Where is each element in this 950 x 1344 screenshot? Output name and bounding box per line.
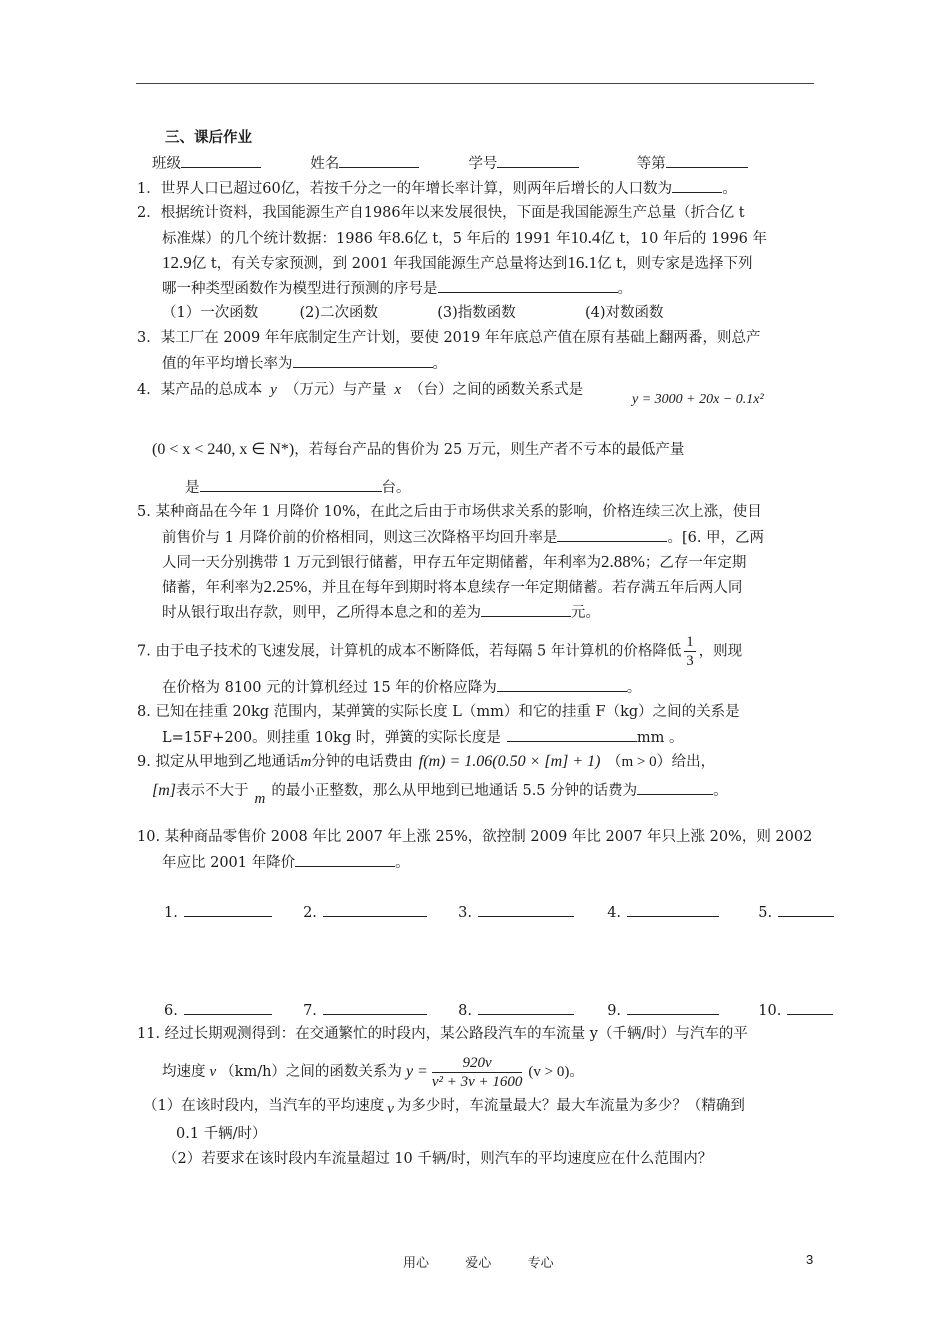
q3-line2 [162,353,447,374]
q2-text-c: 亿 t，10 年后的 1996 年 [600,231,768,247]
q11-part1-var-v: v [387,1101,394,1117]
q9-condition: （m > 0） [606,754,672,770]
q2-line2 [162,228,767,249]
q5-line1: 5. 某种商品在今年 1 月降价 10%，在此之后由于市场供求关系的影响，价格连续三次上涨，使目 [137,504,762,520]
q3-line1: 3．某工厂在 2009 年年底制定生产计划，要使 2019 年年底总产值在原有基础上翻两番，则总产 [137,330,761,346]
q6-text-d: ，并且在每年到期时将本息续存一年定期储蓄。若存满五年后两人同 [307,580,743,596]
answers-row-1 [164,902,834,923]
q2-blank[interactable] [438,278,618,293]
q11-condition: (v > 0) [528,1064,570,1080]
q3-text: 值的年平均增长率为 [162,356,293,372]
q1-text: 1．世界人口已超过60亿，若按千分之一的年增长率计算，则两年后增长的人口数为 [137,181,673,197]
q6-rate-a: 2.88% [600,552,645,571]
answer-label-4: 4. [607,905,622,921]
q2-text-d: 亿 t，有关专家预测，到 2001 年我国能源生产总量将达到 [191,256,568,272]
id-label: 学号 [468,156,498,172]
q11-fraction [432,1054,523,1091]
q10-blank[interactable] [295,852,395,867]
q9-var-m-2: m [254,791,266,807]
q9-text-b: 分钟的电话费由 [311,754,413,770]
q4-text-d: ，若每台产品的售价为 25 万元，则生产者不亏本的最低产量 [294,442,685,458]
q2-text-f: 哪一种类型函数作为模型进行预测的序号是 [162,281,438,297]
q9-bracket-m: [m] [152,782,177,799]
q7-blank[interactable] [497,677,627,692]
q9-var-m: m [300,754,312,770]
page-number: 3 [806,1252,814,1267]
answer-blank-10[interactable] [787,1000,833,1015]
q9-text-c: 给出， [671,754,716,770]
q7-text-b: ，则现 [698,643,743,660]
q5-text-b: 。[6. 甲，乙两 [667,530,765,546]
answer-blank-4[interactable] [627,902,719,917]
q10-line2 [162,852,410,873]
q5-blank[interactable] [557,527,667,542]
q4-blank[interactable] [200,477,382,492]
q8-text-b: mm 。 [636,730,684,746]
answer-blank-6[interactable] [184,1000,272,1015]
q6-text-a: 人同一天分别携带 1 万元到银行储蓄，甲存五年定期储蓄，年利率为 [162,555,601,571]
q2-value-1996: 12.9 [162,253,192,272]
q2-option-4: (4)对数函数 [584,305,664,321]
q9-text-e: 的最小正整数，那么从甲地到已地通话 5.5 分钟的话费为 [271,783,638,799]
q4-line3 [185,477,411,498]
q7-text-a: 7. 由于电子技术的飞速发展，计算机的成本不断降低，若每隔 5 年计算机的价格降低 [137,643,682,660]
q11-var-v: v [209,1064,217,1080]
q7-end: 。 [626,680,642,696]
q11-lhs: y = [405,1063,428,1080]
q9-text-d: 表示不大于 [176,783,249,799]
q4-line2 [152,440,684,460]
q2-text-a: 标准煤）的几个统计数据：1986 年 [162,231,393,247]
q6-rate-b: 2.25% [263,577,308,596]
q2-option-3: (3)指数函数 [437,305,516,321]
q9-end: 。 [713,783,728,799]
answer-label-6: 6. [164,1003,178,1019]
class-label: 班级 [152,156,181,172]
q4-domain: (0 < x < 240, x ∈ N*) [152,441,295,458]
q7-fraction [684,633,695,670]
footer-word-2: 爱心 [465,1256,492,1271]
answer-label-8: 8. [458,1003,472,1019]
q11-fraction-den: v² + 3v + 1600 [431,1073,523,1090]
q1-blank[interactable] [672,178,722,193]
id-blank[interactable] [497,153,579,168]
q11-part1-text-a: （1）在该时段内，当汽车的平均速度 [143,1098,385,1114]
class-blank[interactable] [181,153,261,168]
q2-text-e: 亿 t，则专家是选择下列 [597,256,753,272]
footer-word-1: 用心 [403,1256,430,1271]
q11-text-a: 均速度 [162,1064,206,1080]
q11-text-b: （km/h）之间的函数关系为 [220,1064,402,1080]
q2-line1: 2．根据统计资料，我国能源生产自1986年以来发展很快，下面是我国能源生产总量（折合亿 t [137,205,745,221]
q11-fraction-num: 920v [432,1054,523,1073]
q4-text-c: （台）之间的函数关系式是 [409,382,584,398]
q10-line1: 10. 某种商品零售价 2008 年比 2007 年上涨 25%，欲控制 2009 年比 2007 年只上涨 20%，则 2002 [137,829,813,845]
q4-cost-formula: y = 3000 + 20x − 0.1x² [632,392,764,407]
answers-row-2 [164,1000,833,1021]
q7-fraction-num: 1 [686,634,694,650]
answer-label-1: 1. [164,905,178,921]
answer-blank-8[interactable] [478,1000,574,1015]
answer-blank-7[interactable] [323,1000,427,1015]
q5-text-a: 前售价与 1 月降价前的价格相同，则这三次降格平均回升率是 [162,530,558,546]
header-fields [152,153,748,174]
footer-word-3: 专心 [527,1256,554,1271]
q2-value-1986: 8.6 [392,228,414,247]
q2-option-1: （1）一次函数 [162,305,259,321]
q6-line3 [162,602,600,623]
q6-line2 [162,577,742,598]
q5-line2 [162,527,764,548]
answer-label-2: 2. [303,905,317,921]
rank-label: 等第 [636,156,666,172]
name-blank[interactable] [339,153,419,168]
q7-text-c: 在价格为 8100 元的计算机经过 15 年的价格应降为 [162,680,497,696]
q4-text-a: 4．某产品的总成本 [137,382,263,398]
q2-value-2001: 16.1 [567,253,598,272]
q2-option-2: (2)二次函数 [299,305,378,321]
answer-label-3: 3. [458,905,472,921]
q4-var-x: x [394,382,402,398]
footer-motto [403,1252,554,1271]
q4-line1 [137,380,583,400]
q11-part1-cont: 0.1 千辆/时） [176,1126,267,1142]
q11-end: 。 [569,1064,584,1080]
q9-line2 [152,780,728,807]
q2-value-1991: 10.4 [570,228,601,247]
q4-text-e: 是 [185,480,200,496]
answer-blank-1[interactable] [184,902,272,917]
q8-line2 [162,727,683,748]
q11-part2: （2）若要求在该时段内车流量超过 10 千辆/时，则汽车的平均速度应在什么范围内？ [163,1151,713,1167]
q4-text-f: 台。 [381,480,411,496]
q4-text-b: （万元）与产量 [284,382,387,398]
q7-line2 [162,677,641,698]
section-title: 三、课后作业 [165,129,252,146]
q7-line1 [137,633,742,670]
q11-part1-text-b: 为多少时，车流量最大？最大车流量为多少？（精确到 [396,1098,745,1114]
q6-text-c: 储蓄，年利率为 [162,580,264,596]
answer-label-5: 5. [758,905,773,921]
q10-end: 。 [395,855,410,871]
q9-text-a: 9. 拟定从甲地到乙地通话 [137,754,301,770]
q3-blank[interactable] [293,353,433,368]
q9-line1 [137,752,715,772]
q2-text-b: 亿 t，5 年后的 1991 年 [413,231,571,247]
q7-fraction-den: 3 [686,653,694,669]
q3-end: 。 [432,356,447,372]
q2-line3 [162,253,753,274]
answer-blank-3[interactable] [478,902,574,917]
question-1 [137,178,737,199]
q8-line1: 8. 已知在挂重 20kg 范围内，某弹簧的实际长度 L（mm）和它的挂重 F（kg）之间的关系是 [137,704,740,720]
q11-line2 [162,1052,584,1092]
answer-blank-5[interactable] [778,902,834,917]
q6-text-e: 时从银行取出存款，则甲，乙所得本息之和的差为 [162,605,481,621]
q1-end: 。 [722,181,737,197]
q2-line4 [162,278,632,299]
q2-options [162,303,664,323]
answer-label-9: 9. [607,1003,622,1019]
answer-blank-2[interactable] [323,902,427,917]
q9-blank[interactable] [637,780,713,795]
q4-var-y: y [270,382,277,398]
q2-end: 。 [617,281,632,297]
q6-text-f: 元。 [571,605,600,621]
q8-text-a: L=15F+200。则挂重 10kg 时，弹簧的实际长度是 [162,730,501,746]
q11-line1: 11. 经过长期观测得到：在交通繁忙的时段内，某公路段汽车的车流量 y（千辆/时）与汽车的平 [137,1026,748,1042]
answer-blank-9[interactable] [627,1000,719,1015]
answer-label-7: 7. [303,1003,317,1019]
rank-blank[interactable] [666,153,748,168]
q8-blank[interactable] [507,727,637,742]
header-rule [136,83,814,84]
q6-blank[interactable] [481,602,571,617]
q11-part1 [143,1096,745,1116]
q10-text: 年应比 2001 年降价 [162,855,296,871]
name-label: 姓名 [310,156,340,172]
q9-formula: f(m) = 1.06(0.50 × [m] + 1) [418,753,601,770]
q6-line1 [162,552,746,573]
answer-label-10: 10. [758,1003,782,1019]
q6-text-b: ；乙存一年定期 [644,555,747,571]
